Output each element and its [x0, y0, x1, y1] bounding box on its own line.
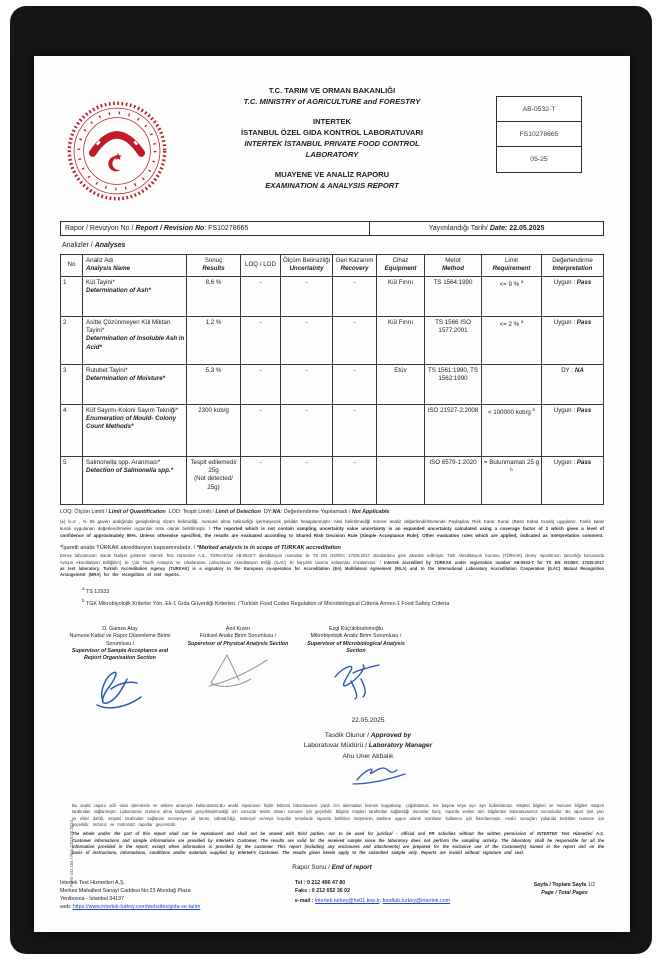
footnotes — [82, 585, 604, 610]
signer-title-en: Supervisor of Sample Acceptance and Report Organisation Section — [71, 647, 169, 662]
signature-col-physical-analysis — [186, 626, 290, 712]
cell-equipment: Etüv — [377, 364, 425, 404]
cell-equipment: Kül Fırını — [377, 276, 425, 316]
cell-analysis-name: Kül Tayini* Determination of Ash* — [83, 276, 187, 316]
cell-loq: - — [241, 364, 281, 404]
web-label: web: — [60, 904, 72, 911]
footer-email-line: e-mail : intertek.turkey@hs01.kep.tr, foodlab.turkey@intertek.com — [295, 898, 451, 905]
cell-method: ISO 21527-2:2008 — [425, 404, 482, 456]
table-legend — [60, 509, 604, 515]
legend-dy-tr: Değerlendirme Yapılamadı / — [283, 508, 351, 515]
report-date-label-en: Date: — [489, 225, 508, 232]
footer-page-block — [525, 879, 604, 912]
cell-analysis-name: Salmonella spp. Aranması* Detection of Salmonella spp.* — [83, 456, 187, 504]
turkak-marked-en: *Marked analysis is in scope of TURKAK accreditation — [196, 545, 341, 552]
signature-col-microbiological-analysis — [304, 626, 408, 712]
footnote-a: $^a$ TS 12933 — [82, 585, 110, 595]
signer-name: D. Gamze Atay — [102, 625, 138, 632]
cell-limit: < 100000 kob/g $^b$ — [482, 404, 542, 456]
cell-loq: - — [241, 276, 281, 316]
legend-na: NA: — [272, 508, 283, 515]
cell-no: 4 — [61, 404, 83, 456]
ref-box-report-no: FS10278665 — [497, 122, 581, 147]
report-header — [60, 56, 604, 221]
disclaimer-tr: Bu analiz raporu adli -idari işlemlerde ve reklam amacıyla kullanılamaz.Bu analiz raporunun hiçbir bölümü laboratuvarın yazılı izni alınmadan kısmen kopyalanıp, çoğaltılamaz, tek başına veya ayrı ayrı kullanılamaz. Müşteri bilgileri ve numune bilgileri müşteri tarafından sağlanmıştır. Laboratuvar numune alma faaliyetini gerçekleştirmediği için sonuçlar teslim alınan numune için geçerlidir. Bilginin müşteri tarafından sağlandığı durumlar hariç, raporda verilen tüm bilgilerden laboratuvarımız sorumludur. Bu rapor (üst yazı ve ekler dahil), müşteri tarafından sağlanan numuneye ait tanım, talimat,bilgi, materyal ve/veya koşullar temelinde raporda belirtilen müşterinin talebine uygun olarak münhasır kullanımı için hazırlanmıştır. Analiz sonuçları yukarıda belirtilen numune için geçerlidir. İmzasız ve mühürsüz raporlar geçersizdir. — [72, 802, 604, 827]
cell-analysis-name: Asitte Çözünmeyen Kül Miktarı Tayini* Determination of Insoluble Ash in Acid* — [83, 316, 187, 364]
footer-address-1: Merkez Mahallesi Sanayi Caddesi No:23 Altındağ Plaza — [60, 887, 191, 894]
ref-box-accreditation-no: AB-0532-T — [497, 97, 581, 122]
cell-method: ISO 6579-1:2020 — [425, 456, 482, 504]
table-header-row — [61, 255, 604, 277]
cell-recovery: - — [333, 456, 377, 504]
cell-recovery: - — [333, 316, 377, 364]
approval-date: 22.05.2025 — [351, 717, 385, 725]
cell-analysis-name: Rutubet Tayini* Determination of Moisture* — [83, 364, 187, 404]
report-date-cell — [370, 225, 603, 232]
cell-no: 5 — [61, 456, 83, 504]
approval-line-2: Laboratuvar Müdürü / Laboratory Manager — [303, 742, 433, 750]
footnote-b: $^b$ TGK Mikrobiyolojik Kriterler Yön. Ek-1 Gıda Güvenliği Kriterleri. / Turkish Food Codex Regulation of Microbiological Criteria Annex-1 Food Safety Criteria — [82, 598, 450, 607]
col-loq-lod: LOQ / LOD — [241, 255, 281, 277]
cell-limit: <= 2 % $^a$ — [482, 316, 542, 364]
accreditation-ref-box — [496, 96, 582, 173]
cell-result: 2300 kob/g — [187, 404, 241, 456]
end-of-report-tr: Rapor Sonu / — [292, 863, 330, 871]
analyses-label-tr: Analizler / — [62, 242, 93, 249]
lab-name-en-2: LABORATORY — [305, 150, 359, 159]
signer-title-tr: Fiziksel Analiz Birim Sorumlusu / — [199, 633, 277, 640]
cell-equipment — [377, 404, 425, 456]
turkak-marked-line — [60, 545, 604, 551]
col-results: Sonuç Results — [187, 255, 241, 277]
turkak-text-en: Intertek accredited by TÜRKAK under registration number AB-0532-T for TS EN ISO/IEC 17025:2017 as test laboratory. Turkish Accreditation Agency (TURKAK) is a signatory to the European co-operation for Accreditation (EA) Multilateral Agreement (MLA) and to the International Laboratory Accreditation Cooperation (ILAC) Mutual Recognition Arrangement (MRA) for the recognition of test reports. — [60, 559, 604, 578]
turkak-marked-tr: *İşaretli analiz TÜRKAK akreditasyon kapsamındadır. / — [60, 545, 196, 552]
uncertainty-text-tr: (±) k=2 , % 95 güven aralığında genişletilmiş ölçüm belirsizliği, numune alma belirsizliği içermeyecek şekilde hesaplanmıştır. Aksi belirtilmediği sürece analiz değerlendirilmesinde Paylaşılan Risk Karar Kuralı (Basit Kabul Kuralı) uygulanır. Farklı karar kuralı uygulanan değerlendirmeler uygunluk notu olarak belirtilmiştir. / — [60, 518, 604, 531]
signer-name: Anıl Kızen — [225, 625, 251, 632]
footer-company: Intertek Test Hizmetleri A.Ş. — [60, 879, 125, 886]
footer-address-block — [60, 879, 295, 912]
ministry-logo — [64, 98, 170, 204]
cell-uncertainty: - — [281, 316, 333, 364]
cell-result: Tespit edilemedi/ 25g (Not detected/ 25g) — [187, 456, 241, 504]
legend-na-en: Not Applicable — [351, 508, 390, 515]
ministry-name-tr: T.C. TARIM VE ORMAN BAKANLIĞI — [268, 86, 396, 95]
uncertainty-text-en: The reported which is not contain sampling uncertainty value uncertainty is an expanded uncertainty calculated using a coverage factor of 2 which gives a level of confidence of approximately 95%. Unless otherwise specified, the results are evaluated according to Shared Risk Decision Rule (Simple Acceptance Rule). Other evaluation rules which are applied, indicated as interpretation comment. — [60, 525, 604, 539]
signature-image — [89, 665, 151, 709]
cell-interpretation: Uygun : Pass — [542, 404, 604, 456]
report-number-cell — [61, 222, 370, 235]
table-row — [61, 404, 604, 456]
footer-tel: Tel : 0 212 496 47 80 — [295, 879, 346, 886]
cell-equipment: Kül Fırını — [377, 316, 425, 364]
disclaimer-en: The whole and/or the part of this report shall not be reproduced and shall not be shared with third parties, nor to be used for juridical - official and PR activities without the written permission of INTERTEK Test Hizmetleri A.Ş. Customer informations and sample informations are provided by Intertek's Customer. The results are valid for the received sample since the laboratory does not perform the sampling activity. The laboratory shall be responsible for all the information provided in the report, except when information is provided by the customer. This report (including any enclosures and attachments) are prepared for the exclusive use of the Customer(s) named in the report and on the basis of instructions, informations, conditions and/or materials supplied by Intertek's Customer. The results given herein apply to the submitted sample only. Reports are invalid without signature and seal. — [72, 831, 604, 856]
turkak-paragraph — [60, 553, 604, 578]
cell-no: 1 — [61, 276, 83, 316]
cell-analysis-name: Küf Sayımı-Koloni Sayım Tekniği* Enumeration of Mould- Colony Count Methods* — [83, 404, 187, 456]
cell-recovery: - — [333, 404, 377, 456]
email-label: e-mail : — [295, 898, 314, 905]
footer-faks: Faks : 0 212 652 36 02 — [295, 887, 351, 894]
report-date-label-tr: Yayımlandığı Tarih/ — [428, 225, 488, 232]
col-no: No — [61, 255, 83, 277]
analyses-label-en: Analyses — [94, 242, 126, 249]
cell-interpretation: Uygun : Pass — [542, 456, 604, 504]
table-row — [61, 364, 604, 404]
web-link[interactable]: https://www.intertek-turkey.com/websites/gida-ve-tarim — [72, 904, 201, 911]
page-footer — [60, 879, 604, 912]
email-link-1[interactable]: intertek.turkey@hs01.kep.tr — [315, 898, 380, 905]
signature-image — [325, 657, 387, 701]
cell-interpretation: DY : NA — [542, 364, 604, 404]
legend-loq-tr: LOQ: Ölçüm Limiti / — [60, 508, 108, 515]
col-limit: Limit Requirement — [482, 255, 542, 277]
table-row — [61, 316, 604, 364]
cell-no: 3 — [61, 364, 83, 404]
report-number-bar — [60, 221, 604, 236]
report-title-en: EXAMINATION & ANALYSIS REPORT — [265, 181, 399, 190]
signer-title-en: Supervisor of Physical Analysis Section — [187, 640, 289, 647]
manager-signature-image — [351, 762, 409, 788]
table-row — [61, 276, 604, 316]
report-no-label-tr: Rapor / Revizyon No / — [65, 225, 134, 232]
lab-name-2: İSTANBUL ÖZEL GIDA KONTROL LABORATUVARI — [241, 128, 423, 137]
col-recovery: Geri Kazanım Recovery — [333, 255, 377, 277]
lab-name-1: INTERTEK — [313, 117, 351, 126]
report-page — [34, 56, 630, 932]
col-analysis-name: Analiz Adı Analysis Name — [83, 255, 187, 277]
cell-loq: - — [241, 456, 281, 504]
report-no-label-en: Report / Revision No — [135, 225, 205, 232]
cell-limit: <= 9 % $^a$ — [482, 276, 542, 316]
cell-result: 5,3 % — [187, 364, 241, 404]
legend-lod-en: Limit of Detection — [215, 508, 261, 515]
end-of-report-en: End of report — [331, 863, 372, 871]
footer-address-2: Yenibosna - İstanbul 34197 — [60, 896, 125, 903]
col-interpretation: Değerlendirme Interpretation — [542, 255, 604, 277]
cell-uncertainty: - — [281, 276, 333, 316]
cell-result: 8,6 % — [187, 276, 241, 316]
cell-recovery: - — [333, 276, 377, 316]
signer-title-tr: Mikrobiyolojik Analiz Birim Sorumlusu / — [310, 633, 402, 640]
report-date-value: 22.05.2025 — [509, 225, 545, 232]
report-title-tr: MUAYENE VE ANALİZ RAPORU — [274, 170, 390, 179]
uncertainty-paragraph — [60, 518, 604, 540]
approval-line-1: Tasdik Olunur / Approved by — [324, 731, 412, 739]
signer-name: Ezgi Küçükibrahimoğlu — [329, 625, 383, 632]
approval-manager-name: Ahu Uner Akbalık — [342, 752, 394, 760]
cell-method: TS 1564:1990 — [425, 276, 482, 316]
approval-block — [253, 716, 483, 793]
cell-method: TS 1566 ISO 1577:2001 — [425, 316, 482, 364]
signature-block — [68, 626, 408, 712]
cell-recovery: - — [333, 364, 377, 404]
col-method: Metot Method — [425, 255, 482, 277]
cell-uncertainty: - — [281, 404, 333, 456]
ministry-name-en: T.C. MINISTRY of AGRICULTURE and FORESTRY — [243, 97, 421, 106]
analyses-table — [60, 254, 604, 505]
cell-limit — [482, 364, 542, 404]
header-text — [167, 56, 497, 191]
legend-dy: DY: — [263, 508, 273, 515]
cell-equipment — [377, 456, 425, 504]
cell-uncertainty: - — [281, 364, 333, 404]
cell-result: 1,2 % — [187, 316, 241, 364]
report-no-value: : FS10278665 — [204, 225, 249, 232]
email-link-2[interactable]: foodlab.turkey@intertek.com — [382, 898, 451, 905]
page-count-line: Sayfa / Toplam Sayfa 1/2 — [533, 881, 596, 888]
legend-loq-en: Limit of Quantification — [108, 508, 166, 515]
cell-interpretation: Uygun : Pass — [542, 316, 604, 364]
signer-title-tr: Numune Kabul ve Rapor Düzenleme Birimi Sorumlusu / — [69, 633, 171, 647]
signature-col-sample-acceptance — [68, 626, 172, 712]
footer-web-line — [60, 903, 295, 911]
legend-lod-tr: LOD: Tespit Limiti / — [168, 508, 214, 515]
footer-contact-block — [295, 879, 525, 912]
page-count-en: Page / Total Pages — [541, 889, 588, 896]
col-equipment: Cihaz Equipment — [377, 255, 425, 277]
signer-title-en: Supervisor of Microbiological Analysis Section — [307, 640, 405, 654]
form-code-vertical: Form GD.165 / Rev.13/18.06.2024 — [69, 819, 75, 887]
table-row — [61, 456, 604, 504]
cell-loq: - — [241, 404, 281, 456]
cell-method: TS 1561:1990, TS 1562:1990 — [425, 364, 482, 404]
end-of-report-line — [60, 864, 604, 871]
analyses-section-label — [62, 242, 604, 249]
cell-limit: = Bulunmamalı 25 g $^b$ — [482, 456, 542, 504]
cell-uncertainty: - — [281, 456, 333, 504]
ref-box-period: 05-25 — [530, 156, 548, 163]
cell-no: 2 — [61, 316, 83, 364]
signature-image — [203, 650, 273, 696]
col-uncertainty: Ölçüm Belirsizliği Uncertainty — [281, 255, 333, 277]
lab-name-en-1: INTERTEK İSTANBUL PRIVATE FOOD CONTROL — [244, 139, 420, 148]
turkak-text-tr: Deney laboratuvarı olarak faaliyet gösteren Intertek Test Hizmetleri A.Ş., TÜRKAK'tan AB-0532-T akreditasyon numarası ile TS EN ISO/IEC 17025:2017 standardına göre akredite edilmiştir. Türk Akreditasyon Kurumu (TÜRKAK) deney raporlarının tanınırlığı konusunda Avrupa Akreditasyon Birliği(EA) ile Çok Taraflı Anlaşma ve Uluslararası Laboratuvar Akreditasyon Birliği (ILAC) ile karşılıklı tanıma anlaşması imzalamıştır. / — [60, 553, 604, 565]
cell-loq: - — [241, 316, 281, 364]
cell-interpretation: Uygun : Pass — [542, 276, 604, 316]
